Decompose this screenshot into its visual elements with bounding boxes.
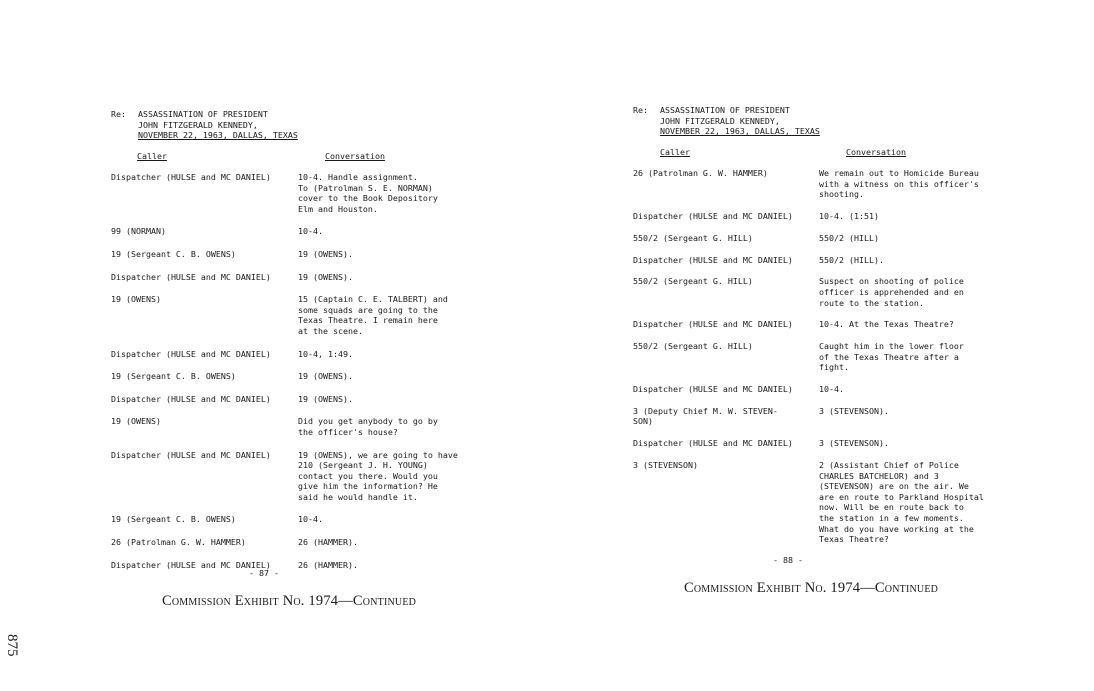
conversation-cell: 19 (OWENS). (298, 271, 353, 282)
conversation-cell: 10-4. At the Texas Theatre? (819, 319, 954, 330)
re-line: JOHN FITZGERALD KENNEDY, (138, 119, 258, 130)
conversation-cell: 10-4. (1:51) (819, 210, 879, 221)
transcript-entry (111, 294, 543, 336)
transcript-entry (633, 460, 1064, 545)
transcript-entry (111, 394, 543, 405)
caller-cell: 550/2 (Sergeant G. HILL) (633, 276, 753, 287)
caller-cell: Dispatcher (HULSE and MC DANIEL) (111, 559, 271, 570)
transcript-entry (633, 255, 1064, 266)
transcript-entry (111, 537, 543, 548)
exhibit-caption: Commission Exhibit No. 1974—Continued (684, 580, 939, 596)
caller-cell: Dispatcher (HULSE and MC DANIEL) (633, 319, 793, 330)
transcript-entry (633, 406, 1064, 427)
conversation-cell: 10-4. (298, 226, 323, 237)
conversation-cell: Did you get anybody to go by the officer's house? (298, 416, 438, 437)
transcript-entry (111, 272, 543, 283)
conversation-cell: 10-4, 1:49. (298, 348, 353, 359)
caller-cell: Dispatcher (HULSE and MC DANIEL) (633, 210, 793, 221)
transcript-entry (111, 371, 543, 382)
transcript-entry (633, 168, 1064, 200)
conversation-column-header: Conversation (846, 147, 906, 157)
conversation-cell: 10-4. Handle assignment. To (Patrolman S. E. NORMAN) cover to the Book Depository Elm and Houston. (298, 172, 438, 214)
caller-column-header: Caller (137, 151, 167, 161)
caller-cell: 3 (Deputy Chief M. W. STEVEN- SON) (633, 405, 778, 427)
transcript-entries (633, 168, 1064, 545)
re-line: NOVEMBER 22, 1963, DALLAS, TEXAS (138, 130, 298, 141)
margin-page-number: 875 (4, 634, 20, 657)
caller-cell: 550/2 (Sergeant G. HILL) (633, 232, 753, 243)
re-label: Re: (633, 105, 648, 115)
conversation-cell: Caught him in the lower floor of the Texas Theatre after a fight. (819, 341, 964, 373)
conversation-cell: We remain out to Homicide Bureau with a witness on this officer's shooting. (819, 168, 979, 200)
caller-cell: Dispatcher (HULSE and MC DANIEL) (633, 438, 793, 449)
re-line: JOHN FITZGERALD KENNEDY, (660, 115, 780, 126)
caller-cell: Dispatcher (HULSE and MC DANIEL) (633, 384, 793, 395)
exhibit-caption: Commission Exhibit No. 1974—Continued (162, 593, 417, 609)
conversation-cell: 26 (HAMMER). (298, 559, 358, 570)
conversation-column-header: Conversation (325, 151, 385, 161)
transcript-entry (633, 276, 1064, 308)
transcript-entry (111, 514, 543, 525)
caller-cell: 26 (Patrolman G. W. HAMMER) (633, 168, 768, 178)
transcript-entry (111, 172, 543, 214)
caller-cell: Dispatcher (HULSE and MC DANIEL) (111, 449, 271, 460)
conversation-cell: 3 (STEVENSON). (819, 405, 889, 416)
transcript-entry (111, 450, 543, 503)
conversation-cell: 2 (Assistant Chief of Police CHARLES BATCHELOR) and 3 (STEVENSON) are on the air. We are en route to Parkland Hospital now. Will be en route back to the station in a few moments. What do you have working at the Texas Theatre? (819, 459, 984, 545)
caller-cell: Dispatcher (HULSE and MC DANIEL) (111, 172, 271, 182)
caller-cell: 26 (Patrolman G. W. HAMMER) (111, 537, 246, 548)
caller-cell: 19 (OWENS) (111, 416, 161, 427)
conversation-cell: 10-4. (298, 514, 323, 525)
caller-cell: 3 (STEVENSON) (633, 459, 698, 470)
caller-cell: Dispatcher (HULSE and MC DANIEL) (111, 348, 271, 359)
caller-cell: Dispatcher (HULSE and MC DANIEL) (111, 393, 271, 404)
conversation-cell: 550/2 (HILL) (819, 232, 879, 243)
transcript-entry (633, 319, 1064, 330)
conversation-cell: 550/2 (HILL). (819, 254, 884, 265)
conversation-cell: 15 (Captain C. E. TALBERT) and some squads are going to the Texas Theatre. I remain here at the scene. (298, 294, 448, 336)
transcript-entry (633, 211, 1064, 222)
caller-cell: 99 (NORMAN) (111, 226, 166, 237)
re-line: ASSASSINATION OF PRESIDENT (660, 105, 790, 115)
transcript-entry (633, 384, 1064, 395)
re-line: ASSASSINATION OF PRESIDENT (138, 109, 268, 119)
caller-cell: 19 (Sergeant C. B. OWENS) (111, 371, 236, 382)
caller-cell: 19 (OWENS) (111, 294, 161, 305)
re-subject (138, 109, 298, 141)
transcript-entry (633, 438, 1064, 449)
conversation-cell: 3 (STEVENSON). (819, 438, 889, 449)
conversation-cell: 26 (HAMMER). (298, 537, 358, 548)
re-line: NOVEMBER 22, 1963, DALLAS, TEXAS (660, 126, 820, 137)
transcript-entry (111, 349, 543, 360)
re-subject (660, 105, 820, 137)
transcript-entry (111, 249, 543, 260)
caller-cell: Dispatcher (HULSE and MC DANIEL) (111, 271, 271, 282)
re-label: Re: (111, 109, 126, 119)
caller-cell: 19 (Sergeant C. B. OWENS) (111, 248, 236, 259)
transcript-entry (633, 341, 1064, 373)
conversation-cell: 19 (OWENS), we are going to have 210 (Sergeant J. H. YOUNG) contact you there. Would you give him the information? He said he would handle it. (298, 449, 458, 502)
conversation-cell: 19 (OWENS). (298, 248, 353, 259)
caller-column-header: Caller (660, 147, 690, 157)
page-number: - 88 - (773, 555, 803, 565)
conversation-cell: Suspect on shooting of police officer is apprehended and en route to the station. (819, 276, 964, 308)
transcript-entries (111, 172, 543, 570)
page-number: - 87 - (249, 568, 279, 578)
caller-cell: 550/2 (Sergeant G. HILL) (633, 341, 753, 352)
conversation-cell: 10-4. (819, 384, 844, 395)
conversation-cell: 19 (OWENS). (298, 393, 353, 404)
transcript-entry (633, 233, 1064, 244)
transcript-entry (111, 416, 543, 437)
transcript-entry (111, 560, 543, 571)
caller-cell: Dispatcher (HULSE and MC DANIEL) (633, 254, 793, 265)
conversation-cell: 19 (OWENS). (298, 371, 353, 382)
caller-cell: 19 (Sergeant C. B. OWENS) (111, 514, 236, 525)
transcript-entry (111, 226, 543, 237)
